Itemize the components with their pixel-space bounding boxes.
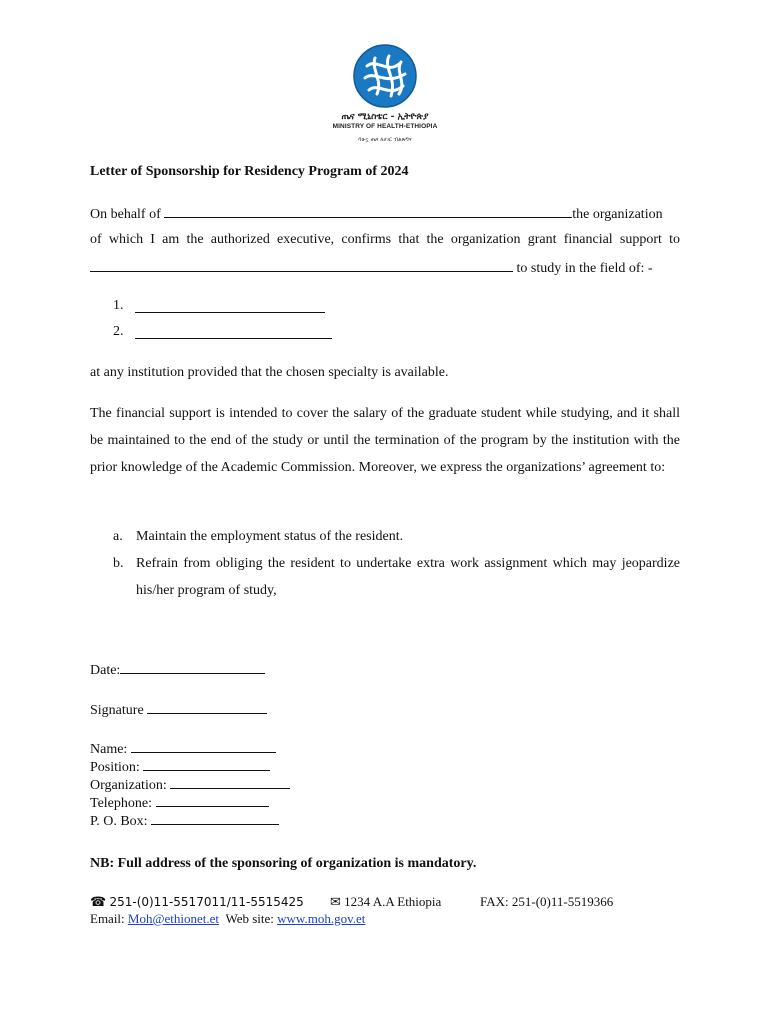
pobox-line	[90, 812, 279, 831]
agreement-text: Maintain the employment status of the resident.	[136, 529, 404, 544]
agreement-item	[113, 523, 680, 550]
letter-title: Letter of Sponsorship for Residency Program of 2024	[90, 164, 409, 179]
ministry-emblem-icon	[353, 44, 417, 108]
position-label: Position:	[90, 760, 144, 775]
telephone-blank[interactable]	[156, 794, 269, 807]
pobox-label: P. O. Box:	[90, 814, 152, 829]
footer-fax: FAX: 251-(0)11-5519366	[480, 894, 614, 909]
ministry-logo	[330, 44, 440, 144]
date-line	[90, 661, 265, 680]
financial-support-paragraph: The financial support is intended to cover the salary of the graduate student while studying, and it shall be maintained to the end of the study or until the termination of the program by the institution with the prior knowledge of the Academic Commission. Moreover, we express the organizations’ agreement to:	[90, 406, 680, 475]
ministry-amharic-name: ጤና ሚኒስቴር - ኢትዮጵያ	[341, 112, 429, 122]
para1-line2: of which I am the authorized executive, confirms that the organization grant financial support to	[90, 232, 680, 247]
position-blank[interactable]	[143, 758, 270, 771]
footer-contact	[90, 911, 365, 927]
address-text: 1234 A.A Ethiopia	[344, 894, 442, 909]
signature-blank[interactable]	[147, 701, 267, 714]
agreement-item	[113, 550, 680, 604]
organization-line	[90, 776, 290, 795]
footer-address	[330, 894, 441, 910]
field-list-marker: 1.	[113, 298, 124, 313]
para1-line1-start: On behalf of	[90, 207, 165, 222]
para1-line3-end: to study in the field of: -	[513, 261, 653, 276]
telephone-line	[90, 794, 269, 813]
para1-line1-end: the organization	[572, 207, 663, 222]
organization-blank[interactable]	[170, 776, 290, 789]
name-line	[90, 740, 276, 759]
pobox-blank[interactable]	[151, 812, 279, 825]
email-label: Email:	[90, 911, 128, 926]
position-line	[90, 758, 270, 777]
phone-number: 251-(0)11-5517011/11-5515425	[109, 895, 304, 909]
field-1-blank[interactable]	[135, 298, 325, 313]
agreement-marker: b.	[113, 556, 124, 571]
website-label: Web site:	[225, 911, 278, 926]
organization-name-blank[interactable]	[164, 205, 572, 218]
field-list-item	[113, 324, 124, 340]
footer-phone	[90, 894, 304, 910]
field-list-marker: 2.	[113, 324, 124, 339]
field-list-item	[113, 298, 124, 314]
para1-line3	[90, 259, 653, 277]
date-blank[interactable]	[120, 661, 265, 674]
ministry-motto: ባሁኗ ጤና ለሀገር ብልጽግና	[358, 137, 412, 143]
agreement-text: Refrain from obliging the resident to undertake extra work assignment which may jeopardize his/her program of study,	[136, 556, 680, 598]
signature-label: Signature	[90, 703, 148, 718]
telephone-label: Telephone:	[90, 796, 156, 811]
ministry-english-name: MINISTRY OF HEALTH-ETHIOPIA	[332, 123, 438, 130]
institution-paragraph: at any institution provided that the chosen specialty is available.	[90, 365, 449, 380]
field-2-blank[interactable]	[135, 324, 332, 339]
date-label: Date:	[90, 663, 121, 678]
name-blank[interactable]	[131, 740, 276, 753]
organization-label: Organization:	[90, 778, 171, 793]
nb-note: NB: Full address of the sponsoring of organization is mandatory.	[90, 856, 477, 871]
sponsored-person-blank[interactable]	[90, 259, 513, 272]
para1-line1	[90, 205, 663, 223]
signature-line	[90, 701, 267, 720]
phone-icon: ☎	[90, 894, 107, 909]
agreement-marker: a.	[113, 529, 123, 544]
website-link[interactable]: www.moh.gov.et	[277, 911, 366, 926]
name-label: Name:	[90, 742, 131, 757]
mail-icon: ✉	[330, 894, 341, 909]
email-link[interactable]: Moh@ethionet.et	[127, 911, 219, 926]
